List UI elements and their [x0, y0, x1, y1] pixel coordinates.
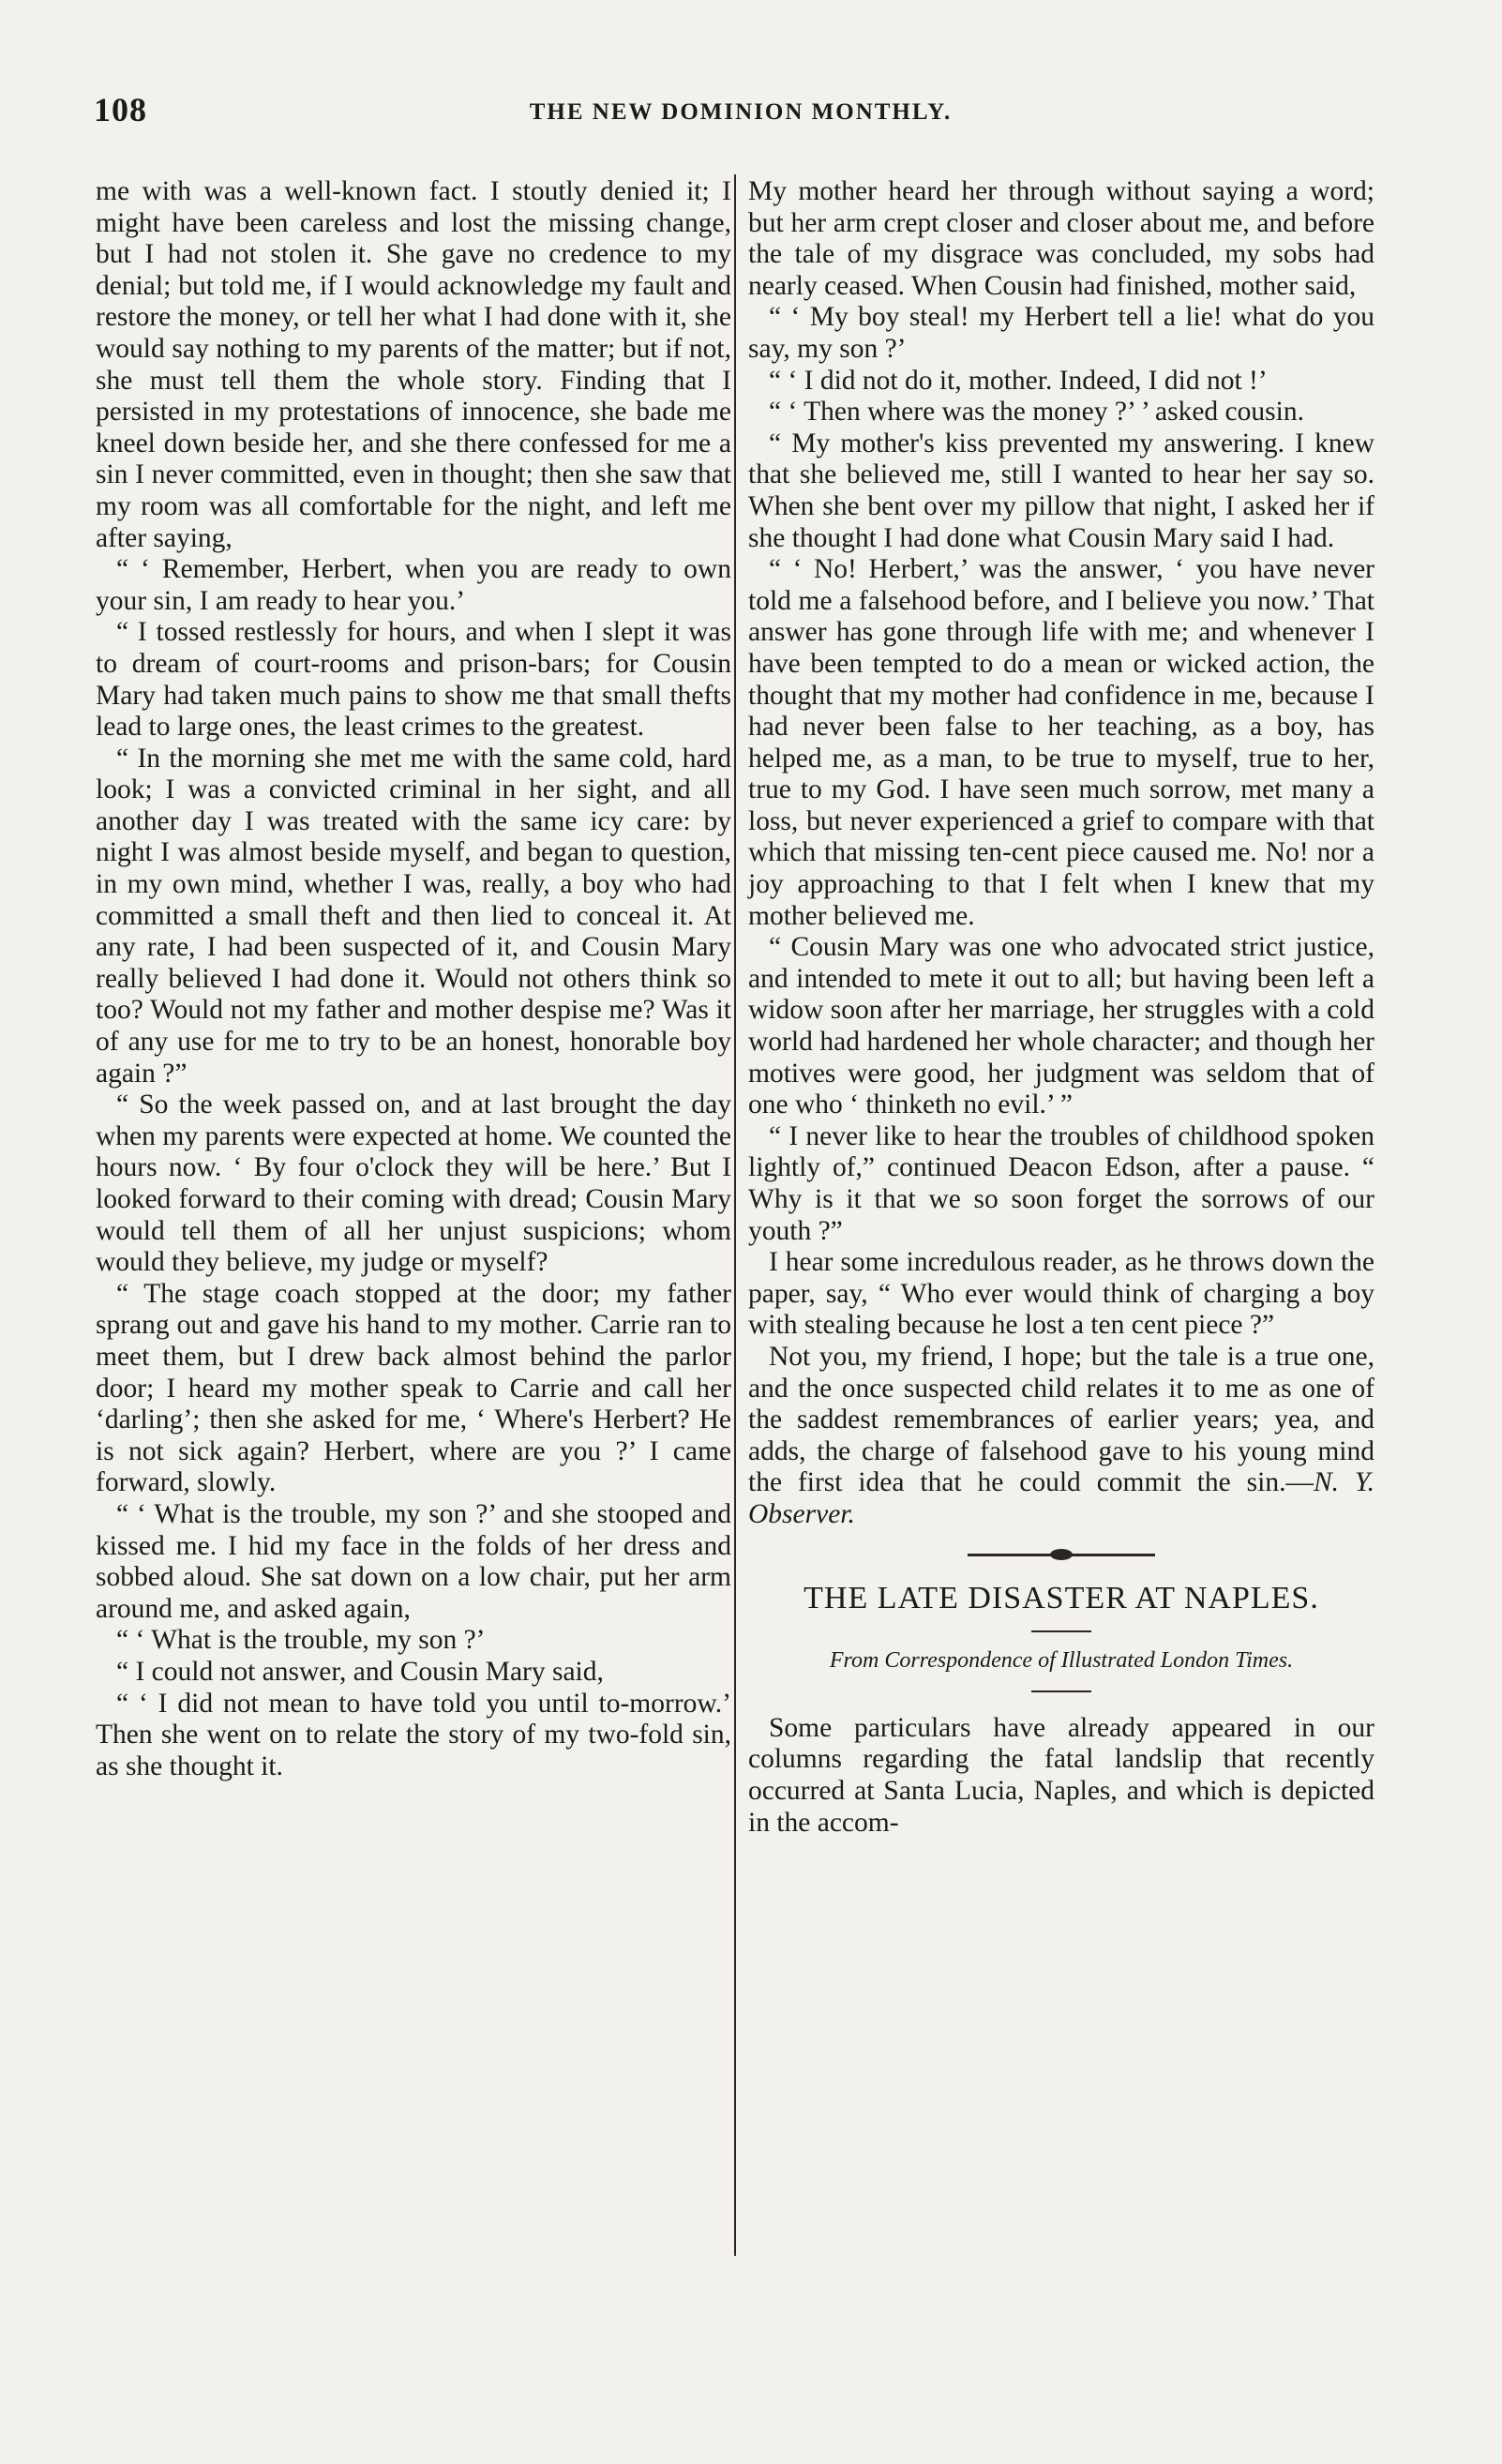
paragraph: “ I never like to hear the troubles of childhood spoken lightly of,” continued Deacon Edson, after a pause. “ Why is it that we so soon forget the sorrows of our youth ?” [748, 1120, 1374, 1246]
article-title: THE LATE DISASTER AT NAPLES. [804, 1580, 1319, 1615]
paragraph: “ ‘ What is the trouble, my son ?’ [116, 1625, 486, 1656]
page-header [94, 90, 1388, 135]
paragraph: I hear some incredulous reader, as he throws down the paper, say, “ Who ever would think of charging a boy with stealing because he lost a ten cent piece ?” [748, 1247, 1374, 1341]
paragraph: “ Cousin Mary was one who advocated strict justice, and intended to mete it out to all; but having been left a widow soon after her marriage, her struggles with a cold world had hardened her whole character; and though her motives were good, her judgment was seldom that of one who ‘ thinketh no evil.’ ” [748, 932, 1374, 1120]
paragraph: “ ‘ Remember, Herbert, when you are ready to own your sin, I am ready to hear you.’ [96, 554, 731, 616]
paragraph: My mother heard her through without saying a word; but her arm crept closer and closer about me, and before the tale of my disgrace was concluded, my sobs had nearly ceased. When Cousin had finished, mother said, [748, 176, 1374, 301]
closing-text: Not you, my friend, I hope; but the tale is a true one, and the once suspected child relates it to me as one of the saddest remembrances of earlier years; yea, and adds, the charge of falsehood gave to his young mind the first idea that he could commit the sin.— [748, 1341, 1374, 1498]
paragraph: “ ‘ Then where was the money ?’ ’ asked cousin. [769, 397, 1304, 428]
closing-source: N. Y. Observer. [748, 1467, 1375, 1529]
divider-ornament [1050, 1549, 1073, 1560]
short-rule [1031, 1690, 1091, 1692]
paragraph: “ So the week passed on, and at last brought the day when my parents were expected at home. We counted the hours now. ‘ By four o'clock they will be here.’ But I looked forward to their coming with dread; Cousin Mary would tell them of all her unjust suspicions; whom would they believe, my judge or myself? [96, 1089, 731, 1278]
paragraph: “ ‘ My boy steal! my Herbert tell a lie! what do you say, my son ?’ [748, 302, 1374, 364]
paragraph: “ The stage coach stopped at the door; my father sprang out and gave his hand to my mother. Carrie ran to meet them, but I drew back almost behind the parlor door; I heard my mother speak to Carrie and call her ‘darling’; then she asked for me, ‘ Where's Herbert? He is not sick again? Herbert, where are you ?’ I came forward, slowly. [96, 1278, 731, 1498]
paragraph: “ My mother's kiss prevented my answering. I knew that she believed me, still I wanted to hear her say so. When she bent over my pillow that night, I asked her if she thought I had done what Cousin Mary said I had. [748, 428, 1374, 553]
paragraph: “ ‘ What is the trouble, my son ?’ and she stooped and kissed me. I hid my face in the folds of her dress and sobbed aloud. She sat down on a low chair, put her arm around me, and asked again, [96, 1498, 731, 1624]
running-title: THE NEW DOMINION MONTHLY. [529, 99, 953, 125]
section-divider [968, 1554, 1155, 1556]
left-column [96, 176, 731, 1782]
paragraph: “ I could not answer, and Cousin Mary said, [116, 1656, 604, 1687]
paragraph: “ I tossed restlessly for hours, and when I slept it was to dream of court-rooms and prison-bars; for Cousin Mary had taken much pains to show me that small thefts lead to large ones, the least crimes to the greatest. [96, 617, 731, 743]
paragraph: “ ‘ I did not mean to have told you until to-morrow.’ Then she went on to relate the story of my two-fold sin, as she thought it. [96, 1688, 731, 1781]
column-divider [734, 174, 736, 2256]
article-opening: Some particulars have already appeared in our columns regarding the fatal landslip that recently occurred at Santa Lucia, Naples, and which is depicted in the accom- [748, 1712, 1374, 1838]
article-source: From Correspondence of Illustrated London Times. [829, 1648, 1294, 1674]
paragraph: “ In the morning she met me with the same cold, hard look; I was a convicted criminal in her sight, and all another day I was treated with the same icy care: by night I was almost beside myself, and began to question, in my own mind, whether I was, really, a boy who had committed a small theft and then lied to conceal it. At any rate, I had been suspected of it, and Cousin Mary really believed I had done it. Would not others think so too? Would not my father and mother despise me? Was it of any use for me to try to be an honest, honorable boy again ?” [96, 743, 731, 1089]
closing-paragraph [748, 1342, 1374, 1531]
page-number: 108 [94, 91, 147, 128]
short-rule [1031, 1630, 1091, 1632]
paragraph: “ ‘ I did not do it, mother. Indeed, I did not !’ [769, 365, 1268, 396]
paragraph: me with was a well-known fact. I stoutly denied it; I might have been careless and lost the missing change, but I had not stolen it. She gave no credence to my denial; but told me, if I would acknowledge my fault and restore the money, or tell her what I had done with it, she would say nothing to my parents of the matter; but if not, she must tell them the whole story. Finding that I persisted in my protestations of innocence, she bade me kneel down beside her, and she there confessed for me a sin I never committed, even in thought; then she saw that my room was all comfortable for the night, and left me after saying, [96, 176, 731, 553]
right-column [748, 176, 1374, 1839]
paragraph: “ ‘ No! Herbert,’ was the answer, ‘ you have never told me a falsehood before, and I believe you now.’ That answer has gone through life with me; and whenever I have been tempted to do a mean or wicked action, the thought that my mother had confidence in me, because I had never been false to her teaching, as a boy, has helped me, as a man, to be true to myself, true to her, true to my God. I have seen much sorrow, met many a loss, but never experienced a grief to compare with that which that missing ten-cent piece caused me. No! nor a joy approaching to that I felt when I knew that my mother believed me. [748, 554, 1374, 931]
